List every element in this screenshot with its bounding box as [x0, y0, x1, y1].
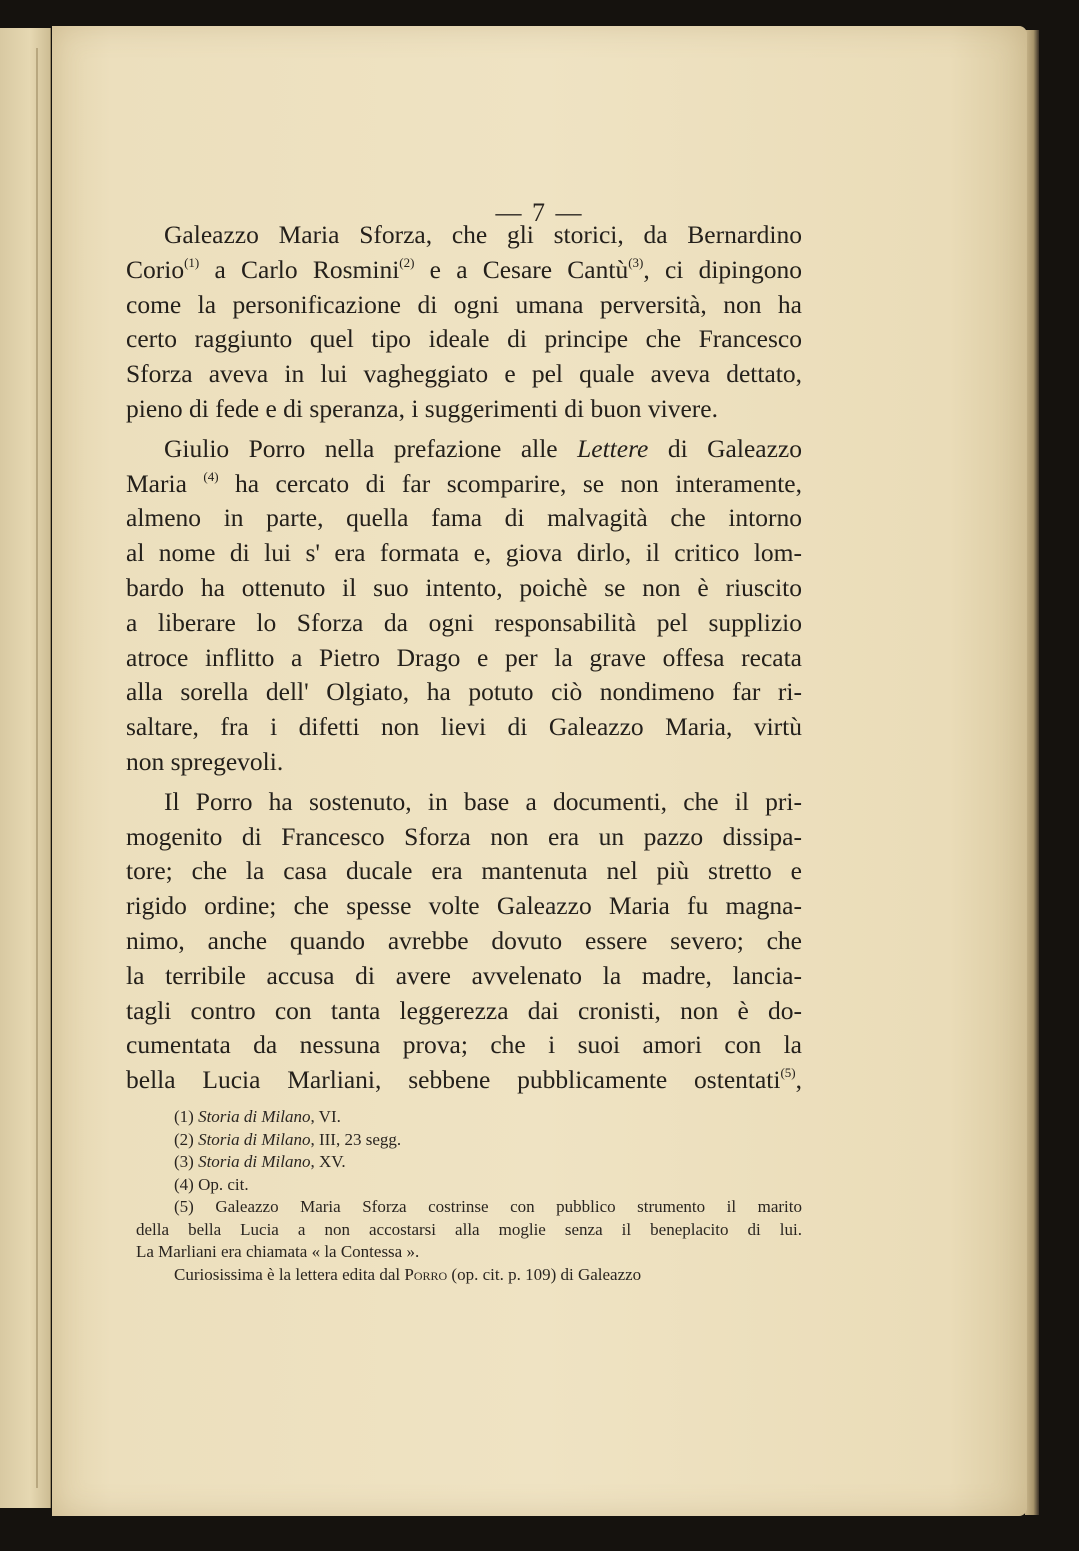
text-line: certo raggiunto quel tipo ideale di principe che Francesco	[126, 324, 802, 354]
text-line: tagli contro con tanta leggerezza dai cronisti, non è do-	[126, 995, 802, 1025]
text-line: atroce inflitto a Pietro Drago e per la grave offesa recata	[126, 642, 802, 672]
text-line: la terribile accusa di avere avvelenato la madre, lancia-	[126, 960, 802, 990]
text-line: rigido ordine; che spesse volte Galeazzo Maria fu magna-	[126, 891, 802, 921]
footnote-ref: (3)	[628, 254, 644, 270]
text-line: almeno in parte, quella fama di malvagità che intorno	[126, 503, 802, 533]
footnote-continuation: della bella Lucia a non accostarsi alla moglie senza il beneplacito di lui.	[136, 1219, 802, 1239]
footnote: (5) Galeazzo Maria Sforza costrinse con pubblico strumento il marito	[174, 1197, 803, 1216]
footnote: (1) Storia di Milano, VI.	[174, 1107, 341, 1126]
page-number: — 7 —	[495, 198, 584, 227]
text-line: mogenito di Francesco Sforza non era un pazzo dissipa-	[126, 821, 802, 851]
left-page-edge	[0, 28, 51, 1508]
text-line: Sforza aveva in lui vagheggiato e pel quale aveva dettato,	[126, 359, 802, 389]
text-line: come la personificazione di ogni umana perversità, non ha	[126, 289, 802, 319]
italic-title: Lettere	[577, 433, 649, 463]
text-line: non spregevoli.	[126, 746, 284, 776]
text-line: bella Lucia Marliani, sebbene pubblicamente ostentati$^{(5)}$,	[126, 1065, 802, 1095]
footnote: (2) Storia di Milano, III, 23 segg.	[174, 1129, 402, 1149]
footnote: (3) Storia di Milano, XV.	[174, 1152, 346, 1171]
text-line: bardo ha ottenuto il suo intento, poichè se non è riuscito	[126, 572, 802, 602]
footnote-ref: (1)	[184, 254, 200, 270]
footnote-continuation: Curiosissima è la lettera edita dal Porro (op. cit. p. 109) di Galeazzo	[174, 1264, 642, 1284]
page-fore-edge	[1025, 30, 1039, 1515]
text-line: Maria $^{(4)}$ ha cercato di far scomparire, se non interamente,	[126, 468, 802, 498]
text-line: cumentata da nessuna prova; che i suoi amori con la	[126, 1030, 802, 1060]
footnote: (4) Op. cit.	[174, 1174, 249, 1194]
text-line: tore; che la casa ducale era mantenuta nel più stretto e	[126, 856, 802, 886]
text-line: al nome di lui s' era formata e, giova dirlo, il critico lom-	[126, 538, 802, 568]
text-line: Il Porro ha sostenuto, in base a documenti, che il pri-	[164, 786, 802, 816]
footnote-ref: (5)	[780, 1065, 796, 1081]
text-line: saltare, fra i difetti non lievi di Galeazzo Maria, virtù	[126, 712, 802, 742]
text-line: Galeazzo Maria Sforza, che gli storici, da Bernardino	[164, 220, 802, 249]
text-line: pieno di fede e di speranza, i suggerimenti di buon vivere.	[126, 393, 718, 423]
body-text	[126, 218, 802, 1098]
footnote-ref: (4)	[203, 468, 219, 484]
text-line: Giulio Porro nella prefazione alle Lettere di Galeazzo	[164, 433, 802, 463]
text-line: nimo, anche quando avrebbe dovuto essere severo; che	[126, 925, 802, 955]
footnote-ref: (2)	[399, 254, 415, 270]
footnotes	[136, 1106, 802, 1286]
text-line: a liberare lo Sforza da ogni responsabilità pel supplizio	[126, 607, 802, 637]
text-line: Corio$^{(1)}$ a Carlo Rosmini$^{(2)}$ e a Cesare Cantù$^{(3)}$, ci dipingono	[126, 254, 802, 284]
footnote-continuation: La Marliani era chiamata « la Contessa ».	[136, 1242, 420, 1261]
text-line: alla sorella dell' Olgiato, ha potuto ciò nondimeno far ri-	[126, 677, 802, 707]
